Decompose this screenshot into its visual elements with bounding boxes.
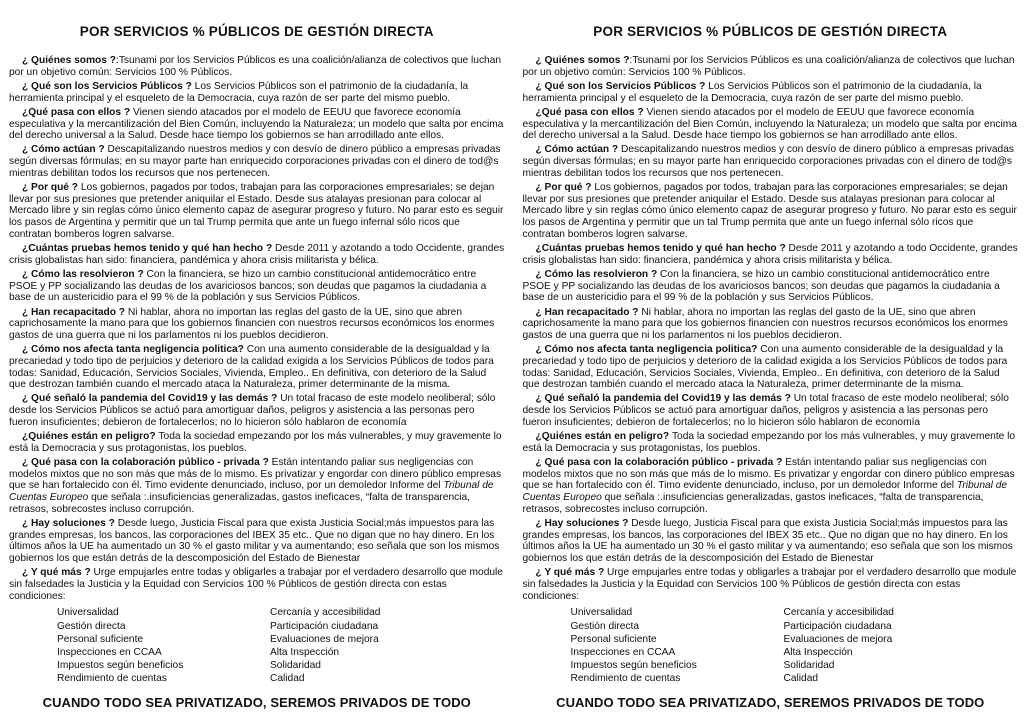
paragraph bbox=[523, 243, 1019, 266]
paragraph-segment-bold: ¿Quiénes están en peligro? bbox=[535, 431, 672, 443]
paragraph-segment-bold: ¿ Cómo las resolvieron ? bbox=[535, 268, 661, 280]
leaflet-footer: CUANDO TODO SEA PRIVATIZADO, SEREMOS PRIVADOS DE TODO bbox=[42, 694, 471, 710]
paragraph bbox=[9, 307, 505, 342]
paragraph-segment-bold: ¿ Quiénes somos ? bbox=[535, 55, 630, 66]
paragraph bbox=[9, 81, 505, 104]
paragraph bbox=[523, 393, 1019, 428]
paragraph bbox=[523, 457, 1019, 516]
paragraph-segment-bold: ¿ Qué pasa con la colaboración público - privada ? bbox=[22, 457, 272, 468]
paragraph-segment-bold: ¿ Hay soluciones ? bbox=[22, 518, 118, 530]
condition-item: Impuestos según beneficios bbox=[570, 660, 697, 672]
condition-item: Impuestos según beneficios bbox=[57, 660, 184, 672]
paragraph bbox=[523, 55, 1019, 78]
paragraph-segment-normal: Desde 2011 y azotando a todo Occidente, grandes crisis globalistas han sido: financiera, pandémica y ahora crisis militarista y bélica. bbox=[522, 243, 1018, 266]
paragraph-segment-normal: Vienen siendo atacados por el modelo de EEUU que favorece economía especulativa y la mercantilización del Bien Común, incluyendo la Naturaleza; un modelo que salta por encima del derecho universal a la Salud. Desde hace tiempo los gobiernos se han arrodillado ante ellos. bbox=[522, 106, 1017, 142]
paragraph-segment-bold: ¿Quiénes están en peligro? bbox=[22, 431, 159, 443]
condition-item: Rendimiento de cuentas bbox=[570, 673, 681, 685]
leaflet-copy-2 bbox=[514, 0, 1027, 726]
paragraph bbox=[523, 567, 1019, 602]
leaflet-title: POR SERVICIOS % PÚBLICOS DE GESTIÓN DIRECTA bbox=[79, 24, 434, 39]
paragraph-segment-normal: Están intentando paliar sus negligencias con modelos mixtos que no son más que más de lo mismo. Es privatizar y engordar con dinero público empresas que se han fortalecido con él. Timo evidente denunciado, incluso, por un demoledor Informe del bbox=[522, 457, 1015, 492]
paragraph-segment-bold: ¿ Qué son los Servicios Públicos ? bbox=[535, 80, 709, 92]
paragraph-segment-normal: Están intentando paliar sus negligencias con modelos mixtos que no son más que más de lo mismo. Es privatizar y engordar con dinero público empresas que se han fortalecido con él. Timo evidente denunciado, incluso, por un demoledor Informe del bbox=[9, 457, 502, 492]
paragraph-segment-bold: ¿ Hay soluciones ? bbox=[535, 518, 632, 530]
paragraph-segment-normal: Ni hablar, ahora no importan las reglas del gasto de la UE, sino que abren caprichosamente la mano para que los gobiernos financien con nuestros recursos económicos los enormes gastos de una guerra que ni los parlamentos ni los pueblos decidieron. bbox=[9, 306, 495, 341]
paragraph-segment-normal: Un total fracaso de este modelo neoliberal; sólo desde los Servicios Públicos se actuó para amortiguar daños, peligros y asistencia a las personas pero fueron insuficientes; debieron de fortalecerlos; no lo hicieron sólo hablaron de economía bbox=[9, 393, 496, 428]
condition-item: Alta Inspección bbox=[270, 647, 340, 659]
paragraph-segment-bold: ¿ Qué señaló la pandemia del Covid19 y las demás ? bbox=[22, 393, 281, 405]
paragraph-segment-normal: Los Servicios Públicos son el patrimonio de la ciudadanía, la herramienta principal y el esqueleto de la Democracia, cuya razón de ser parte del mismo pueblo. bbox=[522, 80, 982, 104]
paragraph-segment-normal: Toda la sociedad empezando por los más vulnerables, y muy gravemente lo está la Democracia y sus protagonistas, los pueblos. bbox=[9, 431, 502, 454]
condition-item: Cercanía y accesibilidad bbox=[270, 607, 381, 619]
paragraph bbox=[523, 518, 1019, 565]
paragraph bbox=[523, 344, 1019, 391]
paragraph bbox=[9, 243, 505, 266]
paragraph bbox=[9, 344, 505, 391]
paragraph-segment-bold: ¿ Por qué ? bbox=[535, 182, 595, 194]
paragraph-segment-bold: ¿ Por qué ? bbox=[22, 182, 81, 194]
paragraph-segment-bold: ¿Cuántas pruebas hemos tenido y qué han hecho ? bbox=[535, 243, 789, 255]
paragraph-segment-bold: ¿ Y qué más ? bbox=[22, 567, 94, 579]
paragraph bbox=[9, 107, 505, 142]
paragraph bbox=[523, 269, 1019, 304]
paragraph bbox=[9, 431, 505, 454]
leaflet-title: POR SERVICIOS % PÚBLICOS DE GESTIÓN DIRECTA bbox=[593, 24, 948, 39]
condition-item: Rendimiento de cuentas bbox=[57, 673, 167, 685]
condition-item: Evaluaciones de mejora bbox=[783, 633, 893, 645]
condition-item: Participación ciudadana bbox=[270, 620, 379, 632]
paragraph bbox=[523, 144, 1019, 179]
paragraph-segment-italic: Tribunal de Cuentas Europeo bbox=[522, 480, 1008, 504]
conditions-column-left bbox=[57, 606, 270, 685]
paragraph-segment-normal: Ni hablar, ahora no importan las reglas del gasto de la UE, sino que abren caprichosamente la mano para que los gobiernos financien con nuestros recursos económicos los enormes gastos de una guerra que ni los parlamentos ni los pueblos decidieron. bbox=[522, 306, 1008, 341]
paragraph-segment-bold: ¿ Han recapacitado ? bbox=[22, 306, 128, 318]
leaflet-footer: CUANDO TODO SEA PRIVATIZADO, SEREMOS PRIVADOS DE TODO bbox=[556, 694, 985, 710]
paragraph bbox=[9, 393, 505, 428]
paragraph-segment-normal: Descapitalizando nuestros medios y con desvío de dinero público a empresas privadas según diversas fórmulas; en su mayor parte han enriquecido corporaciones privadas con el dinero de tod@s mientras debilitan todos los recursos que nos pertenecen. bbox=[9, 144, 501, 179]
paragraph-segment-bold: ¿Qué pasa con ellos ? bbox=[535, 106, 647, 118]
paragraph-segment-normal: :Tsunami por los Servicios Públicos es una coalición/alianza de colectivos que luchan por un objetivo común: Servicios 100 % Públicos. bbox=[522, 55, 1015, 78]
paragraph-segment-normal: Toda la sociedad empezando por los más vulnerables, y muy gravemente lo está la Democracia y sus protagonistas, los pueblos. bbox=[522, 431, 1016, 454]
paragraph-segment-bold: ¿Cuántas pruebas hemos tenido y qué han hecho ? bbox=[22, 243, 276, 255]
paragraph-segment-normal: Vienen siendo atacados por el modelo de EEUU que favorece economía especulativa y la mercantilización del Bien Común, incluyendo la Naturaleza; un modelo que salta por encima del derecho universal a la Salud. Desde hace tiempo los gobiernos se han arrodillado ante ellos. bbox=[9, 106, 504, 142]
paragraph-segment-bold: ¿ Quiénes somos ? bbox=[22, 55, 116, 66]
paragraph-segment-normal: Descapitalizando nuestros medios y con desvío de dinero público a empresas privadas según diversas fórmulas; en su mayor parte han enriquecido corporaciones privadas con el dinero de tod@s mientras debilitan todos los recursos que nos pertenecen. bbox=[522, 144, 1014, 179]
paragraph-segment-bold: ¿ Han recapacitado ? bbox=[535, 306, 642, 318]
paragraph-segment-normal: Con una aumento considerable de la desigualdad y la precariedad y todo tipo de perjuicios y deterioro de la calidad exigida a los Servicios Públicos de todos para todas: Sanidad, Educación, Servicios Sociales, Vivienda, Empleo.. En definitiva, con deterioro de la Salud que destrozan también cuando el mercado ataca la Naturaleza, primer determinante de la misma. bbox=[9, 344, 494, 391]
paragraph bbox=[523, 307, 1019, 342]
paragraph-segment-bold: ¿ Qué pasa con la colaboración público - privada ? bbox=[535, 457, 786, 468]
paragraph-list bbox=[523, 55, 1019, 602]
paragraph bbox=[523, 182, 1019, 241]
paragraph-segment-bold: ¿Qué pasa con ellos ? bbox=[22, 106, 133, 118]
paragraph-segment-normal: que señala :.insuficiencias generalizadas, gastos ineficaces, “falta de transparencia, retrasos, sobrecostes incluso corrupción. bbox=[522, 492, 984, 515]
condition-item: Calidad bbox=[270, 673, 305, 685]
condition-item: Gestión directa bbox=[57, 620, 126, 632]
paragraph-segment-bold: ¿ Cómo actúan ? bbox=[535, 144, 621, 156]
condition-item: Solidaridad bbox=[783, 660, 835, 672]
conditions-column-right bbox=[270, 606, 380, 685]
paragraph bbox=[523, 107, 1019, 142]
paragraph bbox=[9, 518, 505, 565]
paragraph-segment-italic: Tribunal de Cuentas Europeo bbox=[9, 480, 494, 504]
conditions-column-right bbox=[784, 606, 894, 685]
paragraph-segment-bold: ¿ Cómo nos afecta tanta negligencia politica? bbox=[535, 344, 761, 356]
conditions-list bbox=[57, 606, 505, 685]
paragraph-segment-bold: ¿ Qué son los Servicios Públicos ? bbox=[22, 80, 195, 92]
condition-item: Participación ciudadana bbox=[783, 620, 892, 632]
paragraph-segment-normal: :Tsunami por los Servicios Públicos es una coalición/alianza de colectivos que luchan por un objetivo común: Servicios 100 % Públicos. bbox=[9, 55, 502, 78]
condition-item: Universalidad bbox=[57, 607, 119, 619]
paragraph-segment-bold: ¿ Cómo nos afecta tanta negligencia politica? bbox=[22, 344, 247, 356]
conditions-column-left bbox=[571, 606, 784, 685]
condition-item: Solidaridad bbox=[270, 660, 321, 672]
paragraph-segment-normal: Los gobiernos, pagados por todos, trabajan para las corporaciones empresariales; se dejan llevar por sus presiones que pretender aniquilar el Estado. Desde sus atalayas presionan para colocar al Mercado libre y sin reglas cómo único elemento capaz de asegurar progreso y futuro. No parar esto es seguir los pasos de Argentina y permitir que un tal Trump permita que ante un fuego infernal sólo ricos que contratan bomberos logren salvarse. bbox=[9, 182, 504, 240]
paragraph bbox=[9, 457, 505, 516]
paragraph-segment-normal: Con una aumento considerable de la desigualdad y la precariedad y todo tipo de perjuicios y deterioro de la calidad exigida a los Servicios Públicos de todos para todas: Sanidad, Educación, Servicios Sociales, Vivienda, Empleo.. En definitiva, con deterioro de la Salud que destrozan también cuando el mercado ataca la Naturaleza, primer determinante de la misma. bbox=[522, 344, 1008, 391]
condition-item: Evaluaciones de mejora bbox=[270, 633, 379, 645]
condition-item: Alta Inspección bbox=[783, 647, 853, 659]
condition-item: Inspecciones en CCAA bbox=[57, 647, 162, 659]
condition-item: Cercanía y accesibilidad bbox=[783, 607, 894, 619]
paragraph-segment-normal: Urge empujarles entre todas y obligarles a trabajar por el verdadero desarrollo que module sin falsedades la Justicia y la Equidad con Servicios 100 % Públicos de gestión directa con estas condiciones: bbox=[9, 567, 503, 602]
paragraph-segment-normal: Los gobiernos, pagados por todos, trabajan para las corporaciones empresariales; se dejan llevar por sus presiones que pretender aniquilar el Estado. Desde sus atalayas presionan para colocar al Mercado libre y sin reglas cómo único elemento capaz de asegurar progreso y futuro. No parar esto es seguir los pasos de Argentina y permitir que un tal Trump permita que ante un fuego infernal sólo ricos que contratan bomberos logren salvarse. bbox=[522, 182, 1017, 240]
paragraph-segment-normal: que señala :.insuficiencias generalizadas, gastos ineficaces, “falta de transparencia, retrasos, sobrecostes incluso corrupción. bbox=[9, 492, 470, 515]
condition-item: Personal suficiente bbox=[57, 633, 144, 645]
paragraph-segment-normal: Desde 2011 y azotando a todo Occidente, grandes crisis globalistas han sido: financiera, pandémica y ahora crisis militarista y bélica. bbox=[9, 243, 505, 266]
paragraph-segment-bold: ¿ Qué señaló la pandemia del Covid19 y las demás ? bbox=[535, 393, 794, 405]
paragraph bbox=[9, 144, 505, 179]
paragraph bbox=[523, 431, 1019, 454]
conditions-list bbox=[571, 606, 1019, 685]
paragraph-segment-bold: ¿ Cómo las resolvieron ? bbox=[22, 268, 147, 280]
condition-item: Calidad bbox=[783, 673, 819, 685]
paragraph-segment-normal: Los Servicios Públicos son el patrimonio de la ciudadanía, la herramienta principal y el esqueleto de la Democracia, cuya razón de ser parte del mismo pueblo. bbox=[9, 80, 469, 104]
condition-item: Personal suficiente bbox=[570, 633, 657, 645]
paragraph bbox=[523, 81, 1019, 104]
paragraph-segment-bold: ¿ Cómo actúan ? bbox=[22, 144, 108, 156]
paragraph bbox=[9, 567, 505, 602]
paragraph bbox=[9, 182, 505, 241]
paragraph-segment-normal: Con la financiera, se hizo un cambio constitucional antidemocrático entre PSOE y PP socializando las deudas de los avariciosos bancos; son deudas que pagamos la ciudadania a base de un austericidio para el 99 % de la población y sus Servicios Públicos. bbox=[9, 268, 487, 304]
condition-item: Inspecciones en CCAA bbox=[570, 647, 676, 659]
paragraph-segment-normal: Un total fracaso de este modelo neoliberal; sólo desde los Servicios Públicos se actuó para amortiguar daños, peligros y asistencia a las personas pero fueron insuficientes; debieron de fortalecerlos; no lo hicieron sólo hablaron de economía bbox=[522, 393, 1009, 428]
paragraph-segment-normal: Urge empujarles entre todas y obligarles a trabajar por el verdadero desarrollo que module sin falsedades la Justicia y la Equidad con Servicios 100 % Públicos de gestión directa con estas condiciones: bbox=[522, 567, 1017, 602]
condition-item: Gestión directa bbox=[570, 620, 640, 632]
paragraph-segment-normal: Con la financiera, se hizo un cambio constitucional antidemocrático entre PSOE y PP socializando las deudas de los avariciosos bancos; son deudas que pagamos la ciudadania a base de un austericidio para el 99 % de la población y sus Servicios Públicos. bbox=[522, 268, 1000, 304]
paragraph bbox=[9, 55, 505, 78]
paragraph bbox=[9, 269, 505, 304]
paragraph-segment-normal: Desde luego, Justicia Fiscal para que exista Justicia Social;más impuestos para las grandes empresas, los bancos, las corporaciones del IBEX 35 etc.. Que no digan que no hay dinero. En los últimos años la UE ha aumentado un 30 % el gasto militar y va aumentando; eso señala que son los mismos gobiernos los que están detrás de la descomposición del Estado de Bienestar bbox=[9, 518, 500, 565]
paragraph-segment-normal: Desde luego, Justicia Fiscal para que exista Justicia Social;más impuestos para las grandes empresas, los bancos, las corporaciones del IBEX 35 etc.. Que no digan que no hay dinero. En los últimos años la UE ha aumentado un 30 % el gasto militar y va aumentando; eso señala que son los mismos gobiernos los que están detrás de la descomposición del Estado de Bienestar bbox=[522, 518, 1013, 565]
paragraph-segment-bold: ¿ Y qué más ? bbox=[535, 567, 608, 579]
paragraph-list bbox=[9, 55, 505, 602]
condition-item: Universalidad bbox=[570, 607, 633, 619]
